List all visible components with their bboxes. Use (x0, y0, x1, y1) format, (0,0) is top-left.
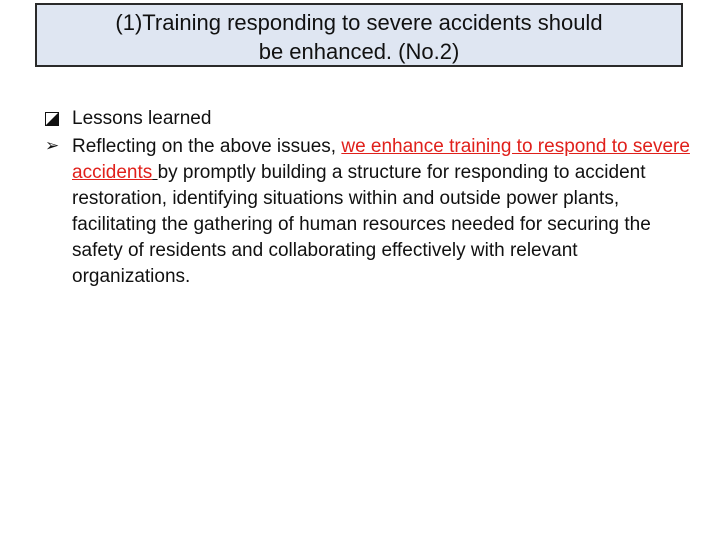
lessons-learned-bullet (45, 106, 695, 132)
reflection-intro-text: Reflecting on the above issues, (72, 136, 342, 157)
slide-body (45, 106, 695, 290)
square-bullet-icon (45, 106, 65, 132)
arrow-bullet-icon: ➢ (45, 136, 60, 155)
lessons-learned-text: Lessons learned (72, 108, 212, 129)
reflection-rest-text: by promptly building a structure for responding to accident restoration, identifying situations within and outside power plants, facilitating the gathering of human resources needed for securing the safety of residents and collaborating effectively with relevant organizations. (72, 162, 651, 287)
title-line-1: (1)Training responding to severe accidents should (115, 10, 603, 35)
reflection-bullet (45, 134, 695, 290)
highlighted-commitment-text: we enhance training to respond to severe accidents (72, 136, 690, 183)
title-box (35, 3, 683, 67)
title-line-2: be enhanced. (No.2) (258, 39, 460, 64)
